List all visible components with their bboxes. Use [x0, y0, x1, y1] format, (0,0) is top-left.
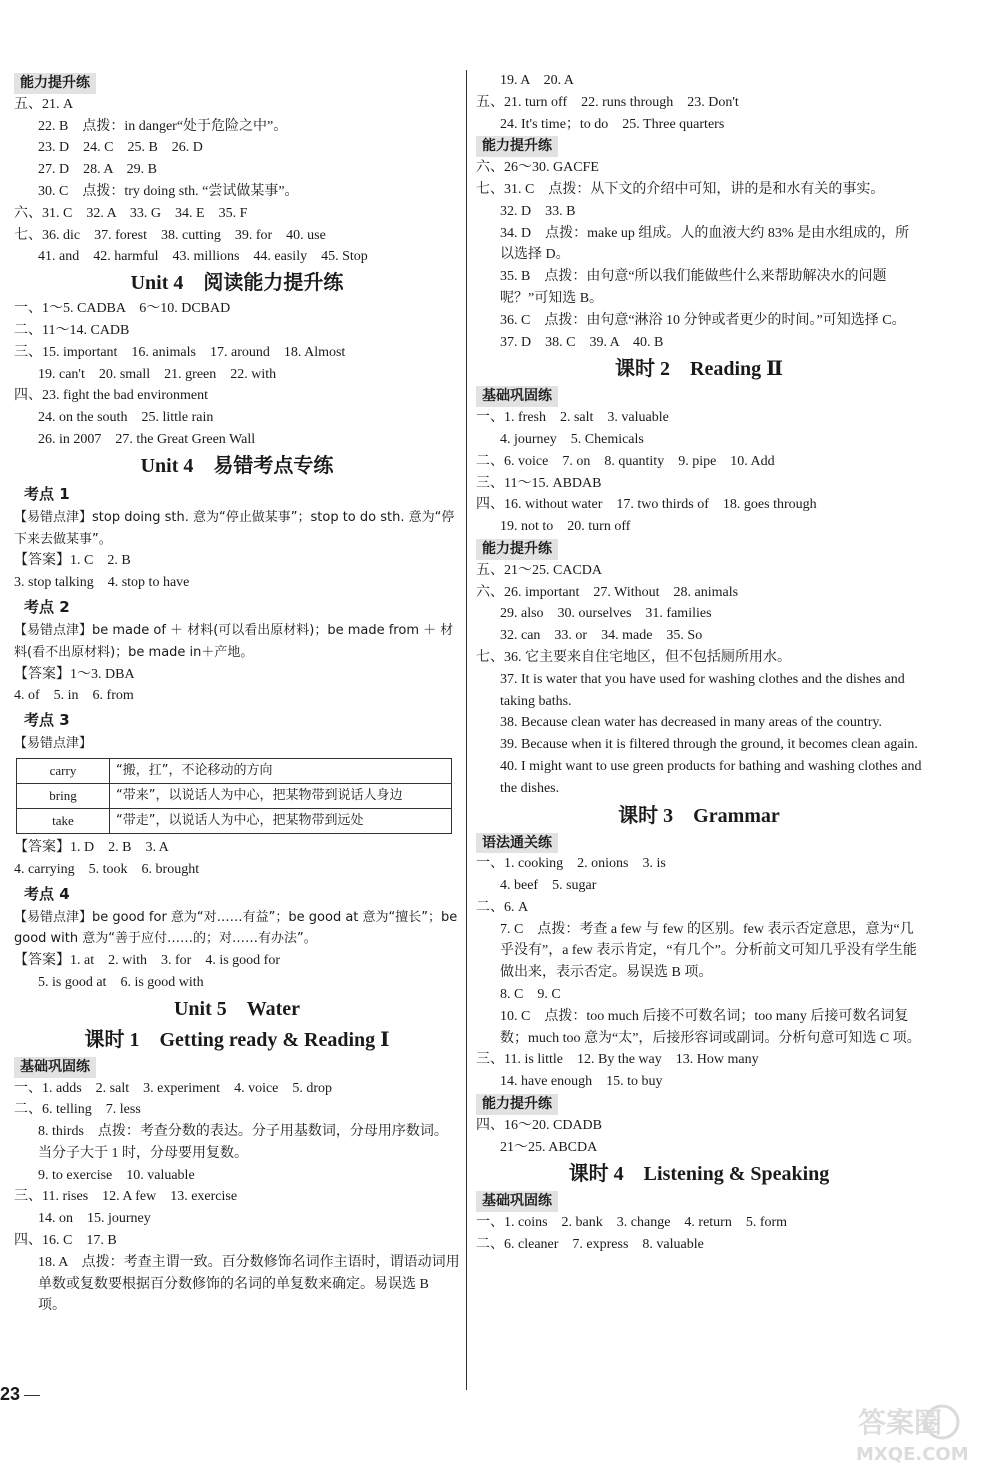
table-row — [17, 783, 452, 808]
answer-line: 27. D 28. A 29. B — [38, 162, 158, 178]
page-number-text: 23 — [0, 1384, 21, 1404]
answer-line: 【答案】1. D 2. B 3. A — [14, 839, 169, 855]
table-cell-word: take — [17, 808, 110, 833]
answer-line: 四、16～20. CDADB — [476, 1117, 603, 1133]
answer-line: 五、21. A — [14, 96, 74, 112]
answer-line: 【答案】1. at 2. with 3. for 4. is good for — [14, 953, 280, 969]
answer-line: 26. in 2007 27. the Great Green Wall — [38, 431, 256, 447]
watermark-logo — [838, 1398, 988, 1466]
test-point-heading: 考点 1 — [24, 484, 70, 503]
answer-line: 六、31. C 32. A 33. G 34. E 35. F — [14, 205, 248, 221]
answer-line: 32. D 33. B — [500, 203, 576, 219]
verb-comparison-table — [16, 758, 452, 834]
answer-line: 三、15. important 16. animals 17. around 18. Almost — [14, 344, 346, 360]
answer-line: 23. D 24. C 25. B 26. D — [38, 140, 203, 156]
table-row — [17, 808, 452, 833]
answer-line: 三、11. is little 12. By the way 13. How many — [476, 1052, 759, 1068]
answer-line: 五、21～25. CACDA — [476, 562, 603, 578]
answer-line: 4. carrying 5. took 6. brought — [14, 861, 200, 877]
answer-line: 29. also 30. ourselves 31. families — [500, 606, 712, 622]
answer-line: 5. is good at 6. is good with — [38, 974, 204, 990]
answer-line: 4. beef 5. sugar — [500, 878, 597, 894]
answer-line: 一、1. fresh 2. salt 3. valuable — [476, 410, 669, 426]
answer-line: 14. on 15. journey — [38, 1211, 151, 1227]
unit-heading: Unit 4 阅读能力提升练 — [130, 272, 344, 295]
section-heading: 能力提升练 — [476, 539, 558, 560]
section-heading: 基础巩固练 — [476, 1191, 558, 1212]
answer-line: 4. of 5. in 6. from — [14, 688, 134, 704]
answer-line: 24. on the south 25. little rain — [38, 410, 214, 426]
page-number-rule — [24, 1395, 40, 1396]
answer-line: 22. B 点拨：in danger“处于危险之中”。 — [38, 118, 288, 134]
lesson-heading: 课时 3 Grammar — [618, 804, 780, 827]
answer-line: 七、36. 它主要来自住宅地区，但不包括厕所用水。 — [476, 649, 791, 665]
error-note: 【易错点津】stop doing sth. 意为“停止做某事”；stop to do sth. 意为“停下来去做某事”。 — [14, 509, 455, 547]
section-heading: 语法通关练 — [476, 833, 558, 854]
answer-line: 30. C 点拨：try doing sth. “尝试做某事”。 — [38, 183, 299, 199]
answer-line: 七、36. dic 37. forest 38. cutting 39. for 40. use — [14, 227, 326, 243]
answer-line: 35. B 点拨：由句意“所以我们能做些什么来帮助解决水的问题呢？”可知选 B。 — [500, 269, 887, 306]
answer-line: 一、1. adds 2. salt 3. experiment 4. voice 5. drop — [14, 1080, 333, 1096]
answer-line: 41. and 42. harmful 43. millions 44. easily 45. Stop — [38, 249, 368, 265]
answer-line: 39. Because when it is filtered through the ground, it becomes clean again. — [500, 737, 918, 753]
answer-line: 二、6. voice 7. on 8. quantity 9. pipe 10. Add — [476, 453, 775, 469]
answer-line: 一、1. coins 2. bank 3. change 4. return 5. form — [476, 1215, 788, 1231]
answer-line: 二、11～14. CADB — [14, 322, 130, 338]
answer-line: 19. can't 20. small 21. green 22. with — [38, 366, 277, 382]
section-heading: 能力提升练 — [476, 1094, 558, 1115]
lesson-heading: 课时 2 Reading Ⅱ — [615, 358, 783, 381]
left-column — [14, 72, 460, 1317]
answer-line: 24. It's time；to do 25. Three quarters — [500, 116, 725, 132]
answer-line: 四、16. without water 17. two thirds of 18. goes through — [476, 497, 817, 513]
answer-line: 7. C 点拨：考查 a few 与 few 的区别。few 表示否定意思，意为“几乎没有”，a few 表示肯定，“有几个”。分析前文可知几乎没有学生能做出来，表示否定。易误选 B 项。 — [500, 921, 917, 981]
error-note: 【易错点津】be good for 意为“对……有益”；be good at 意为“擅长”；be good with 意为“善于应付……的；对……有办法”。 — [14, 909, 458, 947]
answer-line: 二、6. cleaner 7. express 8. valuable — [476, 1237, 704, 1253]
answer-line: 36. C 点拨：由句意“淋浴 10 分钟或者更少的时间。”可知选择 C。 — [500, 312, 906, 328]
watermark-text: 答案圈 — [858, 1406, 943, 1439]
answer-line: 34. D 点拨：make up 组成。人的血液大约 83% 是由水组成的，所以选择 D。 — [500, 225, 910, 263]
answer-line: 三、11～15. ABDAB — [476, 475, 602, 491]
answer-line: 14. have enough 15. to buy — [500, 1074, 663, 1090]
answer-line: 四、16. C 17. B — [14, 1233, 117, 1249]
section-heading: 基础巩固练 — [476, 386, 558, 407]
answer-line: 七、31. C 点拨：从下文的介绍中可知，讲的是和水有关的事实。 — [476, 181, 885, 197]
answer-line: 37. It is water that you have used for washing clothes and the dishes and taking baths. — [500, 671, 905, 709]
watermark-url: MXQE.COM — [856, 1444, 969, 1465]
section-heading: 能力提升练 — [14, 73, 96, 94]
test-point-heading: 考点 2 — [24, 597, 70, 616]
lesson-heading: 课时 4 Listening & Speaking — [568, 1163, 830, 1186]
answer-line: 3. stop talking 4. stop to have — [14, 575, 190, 591]
table-cell-meaning: “带走”，以说话人为中心，把某物带到远处 — [110, 808, 452, 833]
answer-line: 六、26. important 27. Without 28. animals — [476, 584, 739, 600]
answer-line: 8. thirds 点拨：考查分数的表达。分子用基数词，分母用序数词。当分子大于 1 时，分母要用复数。 — [38, 1124, 448, 1161]
answer-line: 40. I might want to use green products for bathing and washing clothes and the dishes. — [500, 758, 922, 796]
answer-line: 【答案】1～3. DBA — [14, 666, 135, 682]
answer-line: 二、6. telling 7. less — [14, 1102, 141, 1118]
answer-line: 一、1～5. CADBA 6～10. DCBAD — [14, 301, 231, 317]
unit-heading: Unit 4 易错考点专练 — [140, 454, 334, 477]
answer-line: 二、6. A — [476, 899, 529, 915]
answer-line: 38. Because clean water has decreased in many areas of the country. — [500, 715, 882, 731]
answer-line: 32. can 33. or 34. made 35. So — [500, 628, 703, 644]
answer-line: 37. D 38. C 39. A 40. B — [500, 334, 664, 350]
section-heading: 能力提升练 — [476, 136, 558, 157]
section-heading: 基础巩固练 — [14, 1057, 96, 1078]
lesson-heading: 课时 1 Getting ready & Reading Ⅰ — [84, 1028, 390, 1051]
answer-line: 8. C 9. C — [500, 987, 561, 1003]
test-point-heading: 考点 3 — [24, 711, 70, 730]
right-column — [476, 70, 922, 1256]
answer-line: 4. journey 5. Chemicals — [500, 431, 644, 447]
unit-heading: Unit 5 Water — [173, 997, 301, 1020]
page-number — [0, 1384, 40, 1405]
table-cell-word: carry — [17, 758, 110, 783]
column-divider — [466, 70, 467, 1390]
answer-line: 四、23. fight the bad environment — [14, 388, 209, 404]
answer-line: 9. to exercise 10. valuable — [38, 1167, 195, 1183]
answer-line: 18. A 点拨：考查主谓一致。百分数修饰名词作主语时，谓语动词用单数或复数要根据百分数修饰的名词的单复数来确定。易误选 B 项。 — [38, 1254, 460, 1314]
table-row — [17, 758, 452, 783]
answer-line: 三、11. rises 12. A few 13. exercise — [14, 1189, 238, 1205]
answer-line: 19. A 20. A — [500, 73, 574, 88]
answer-line: 10. C 点拨：too much 后接不可数名词；too many 后接可数名词复数；much too 意为“太”，后接形容词或副词。分析句意可知选 C 项。 — [500, 1008, 921, 1046]
error-note: 【易错点津】be made of ＋ 材料(可以看出原材料)；be made from ＋ 材料(看不出原材料)；be made in＋产地。 — [14, 622, 454, 660]
answer-line: 一、1. cooking 2. onions 3. is — [476, 856, 666, 872]
answer-line: 六、26～30. GACFE — [476, 160, 599, 176]
answer-line: 19. not to 20. turn off — [500, 519, 631, 535]
table-cell-meaning: “带来”，以说话人为中心，把某物带到说话人身边 — [110, 783, 452, 808]
answer-line: 21～25. ABCDA — [500, 1139, 598, 1155]
table-cell-meaning: “搬，扛”，不论移动的方向 — [110, 758, 452, 783]
table-cell-word: bring — [17, 783, 110, 808]
error-note: 【易错点津】 — [14, 736, 93, 752]
answer-line: 五、21. turn off 22. runs through 23. Don't — [476, 94, 739, 110]
test-point-heading: 考点 4 — [24, 884, 70, 903]
answer-line: 【答案】1. C 2. B — [14, 553, 131, 569]
